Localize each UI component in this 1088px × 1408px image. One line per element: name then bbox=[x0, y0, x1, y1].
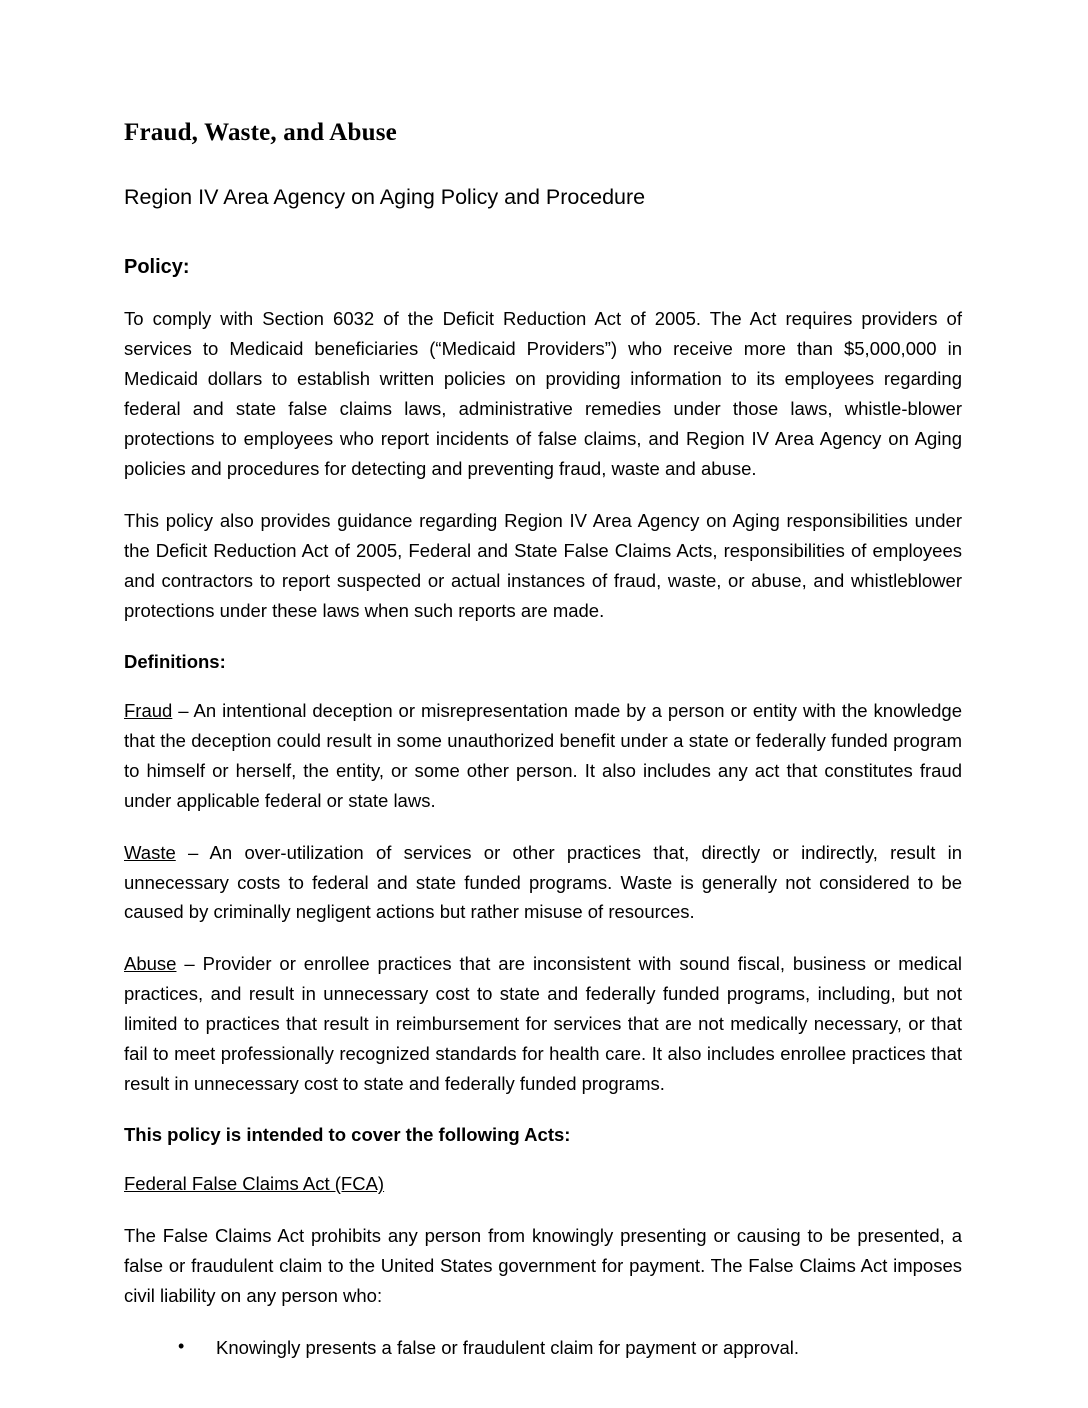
definition-text-fraud: – An intentional deception or misrepresentation made by a person or entity with the knowledge that the deception could result in some unauthorized benefit under a state or federally funded program to himself or herself, the entity, or some other person. It also includes any act that constitutes fraud under applicable federal or state laws. bbox=[124, 699, 962, 811]
policy-heading: Policy: bbox=[124, 255, 190, 278]
definition-abuse bbox=[124, 949, 962, 1099]
policy-paragraph-1: To comply with Section 6032 of the Deficit Reduction Act of 2005. The Act requires providers of services to Medicaid beneficiaries (“Medicaid Providers”) who receive more than $5,000,000 in Medicaid dollars to establish written policies on providing information to its employees regarding federal and state false claims laws, administrative remedies under those laws, whistle-blower protections to employees who report incidents of false claims, and Region IV Area Agency on Aging policies and procedures for detecting and preventing fraud, waste and abuse. bbox=[124, 307, 962, 479]
document-body bbox=[124, 118, 962, 1363]
definition-term-abuse: Abuse bbox=[124, 953, 177, 975]
definition-waste bbox=[124, 838, 962, 928]
acts-heading: This policy is intended to cover the following Acts: bbox=[124, 1124, 571, 1146]
page-title: Fraud, Waste, and Abuse bbox=[124, 119, 397, 146]
definition-term-waste: Waste bbox=[124, 841, 176, 863]
policy-paragraph-2: This policy also provides guidance regarding Region IV Area Agency on Aging responsibilities under the Deficit Reduction Act of 2005, Federal and State False Claims Acts, responsibilities of employees and contractors to report suspected or actual instances of fraud, waste, or abuse, and whistleblower protections under these laws when such reports are made. bbox=[124, 509, 962, 621]
list-item: • Knowingly presents a false or fraudulent claim for payment or approval. bbox=[178, 1333, 962, 1363]
fca-heading: Federal False Claims Act (FCA) bbox=[124, 1173, 385, 1195]
definition-text-abuse: – Provider or enrollee practices that are inconsistent with sound fiscal, business or medical practices, and result in unnecessary cost to state and federally funded programs, including, but not limited to practices that result in reimbursement for services that are not medically necessary, or that fail to meet professionally recognized standards for health care. It also includes enrollee practices that result in unnecessary cost to state and federally funded programs. bbox=[124, 953, 962, 1095]
definition-fraud bbox=[124, 696, 962, 816]
fca-paragraph: The False Claims Act prohibits any person from knowingly presenting or causing to be presented, a false or fraudulent claim to the United States government for payment. The False Claims Act imposes civil liability on any person who: bbox=[124, 1225, 962, 1307]
fca-bullet-list bbox=[124, 1333, 962, 1363]
document-subtitle: Region IV Area Agency on Aging Policy and Procedure bbox=[124, 185, 646, 209]
definition-text-waste: – An over-utilization of services or other practices that, directly or indirectly, result in unnecessary costs to federal and state funded programs. Waste is generally not considered to be caused by criminally negligent actions but rather misuse of resources. bbox=[124, 841, 962, 923]
definitions-heading: Definitions: bbox=[124, 650, 226, 672]
definition-term-fraud: Fraud bbox=[124, 699, 173, 721]
